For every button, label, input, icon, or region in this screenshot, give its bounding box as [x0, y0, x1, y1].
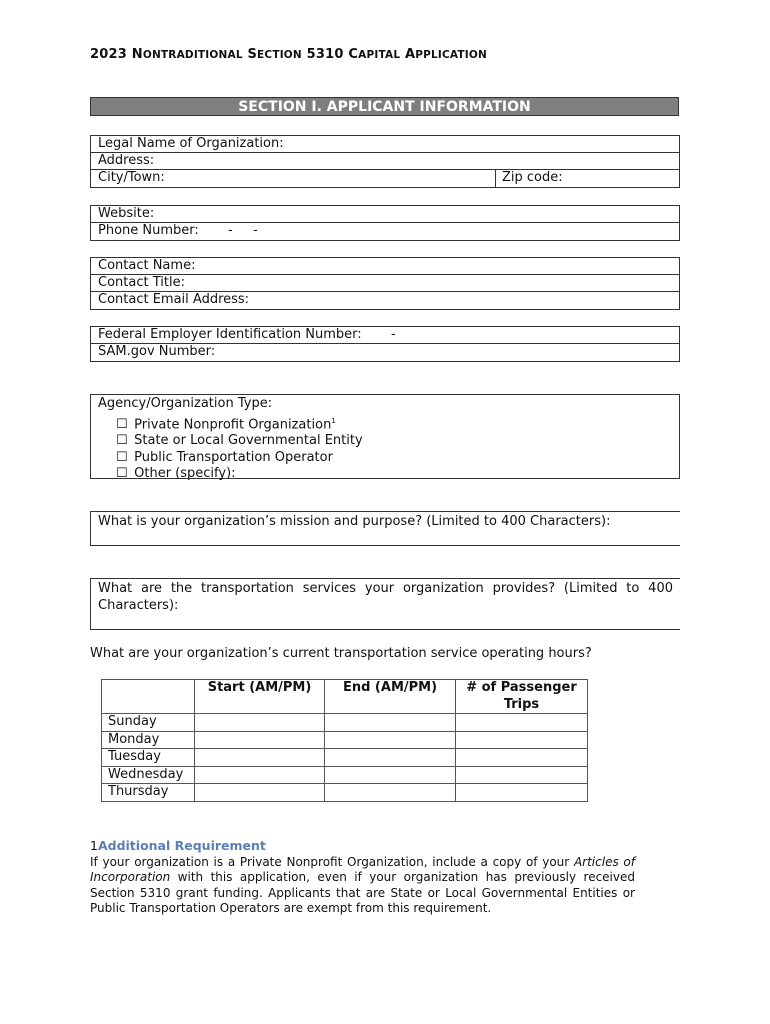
hours-question: What are your organization’s current transportation service operating hours?: [90, 646, 592, 661]
contact-title-field[interactable]: Contact Title:: [91, 275, 679, 292]
end-cell[interactable]: [325, 749, 456, 767]
end-cell[interactable]: [325, 784, 456, 802]
type-option-other[interactable]: ☐ Other (specify):: [116, 466, 236, 482]
table-row: [102, 749, 588, 767]
address-field[interactable]: Address:: [91, 153, 679, 170]
start-cell[interactable]: [195, 749, 325, 767]
table-header-row: [102, 680, 588, 714]
day-label: Thursday: [102, 784, 195, 802]
footnote-heading: 1Additional Requirement: [90, 838, 266, 853]
contact-name-field[interactable]: Contact Name:: [91, 258, 679, 275]
start-cell[interactable]: [195, 784, 325, 802]
organization-type-heading: Agency/Organization Type:: [98, 396, 273, 411]
end-cell[interactable]: [325, 766, 456, 784]
section-heading: SECTION I. APPLICANT INFORMATION: [90, 97, 679, 116]
services-question-box[interactable]: [90, 578, 680, 630]
table-row: [102, 766, 588, 784]
checkbox[interactable]: ☐: [116, 449, 128, 465]
organization-info-box: [90, 135, 680, 188]
trips-cell[interactable]: [456, 731, 588, 749]
legal-name-field[interactable]: Legal Name of Organization:: [91, 136, 679, 153]
city-field[interactable]: City/Town: Zip code:: [98, 170, 563, 185]
trips-cell[interactable]: [456, 714, 588, 732]
sam-gov-field[interactable]: SAM.gov Number:: [98, 344, 216, 359]
website-phone-box: [90, 205, 680, 241]
document-title: 2023 NONTRADITIONAL SECTION 5310 CAPITAL APPLICATION: [90, 47, 488, 62]
contact-info-box: [90, 257, 680, 310]
footnote-marker: 1: [331, 416, 336, 425]
zip-code-field[interactable]: Zip code:: [495, 170, 563, 187]
type-option-state-local[interactable]: ☐ State or Local Governmental Entity: [116, 433, 363, 449]
start-cell[interactable]: [195, 766, 325, 784]
start-cell[interactable]: [195, 731, 325, 749]
operating-hours-table: [101, 679, 588, 802]
table-header-start: Start (AM/PM): [195, 680, 325, 714]
table-row: [102, 784, 588, 802]
table-header-trips: # of Passenger Trips: [456, 680, 588, 714]
day-label: Monday: [102, 731, 195, 749]
table-header-day: [102, 680, 195, 714]
checkbox[interactable]: ☐: [116, 416, 128, 432]
end-cell[interactable]: [325, 731, 456, 749]
type-option-public-transportation[interactable]: ☐ Public Transportation Operator: [116, 449, 333, 465]
table-row: [102, 714, 588, 732]
trips-cell[interactable]: [456, 784, 588, 802]
phone-field[interactable]: Phone Number: - -: [98, 223, 258, 238]
table-row: [102, 731, 588, 749]
day-label: Wednesday: [102, 766, 195, 784]
federal-ids-box: [90, 326, 680, 362]
type-option-private-nonprofit[interactable]: ☐ Private Nonprofit Organization$^1$: [116, 416, 336, 432]
day-label: Sunday: [102, 714, 195, 732]
services-question: What are the transportation services your organization provides? (Limited to 400 Characters):: [98, 581, 673, 613]
end-cell[interactable]: [325, 714, 456, 732]
start-cell[interactable]: [195, 714, 325, 732]
footnote-text: If your organization is a Private Nonprofit Organization, include a copy of your Articles of Incorporation with this application, even if your organization has previously received Section 5310 grant funding. Applicants that are State or Local Governmental Entities or Public Transportation Operators are exempt from this requirement.: [90, 855, 635, 915]
day-label: Tuesday: [102, 749, 195, 767]
checkbox[interactable]: ☐: [116, 433, 128, 449]
organization-type-box: [90, 394, 680, 482]
contact-email-field[interactable]: Contact Email Address:: [98, 292, 250, 307]
website-field[interactable]: Website:: [91, 206, 679, 223]
checkbox[interactable]: ☐: [116, 466, 128, 482]
mission-question-box[interactable]: [90, 511, 680, 546]
trips-cell[interactable]: [456, 749, 588, 767]
mission-question: What is your organization’s mission and purpose? (Limited to 400 Characters):: [98, 514, 611, 529]
trips-cell[interactable]: [456, 766, 588, 784]
fein-field[interactable]: Federal Employer Identification Number: -: [91, 327, 679, 344]
table-header-end: End (AM/PM): [325, 680, 456, 714]
